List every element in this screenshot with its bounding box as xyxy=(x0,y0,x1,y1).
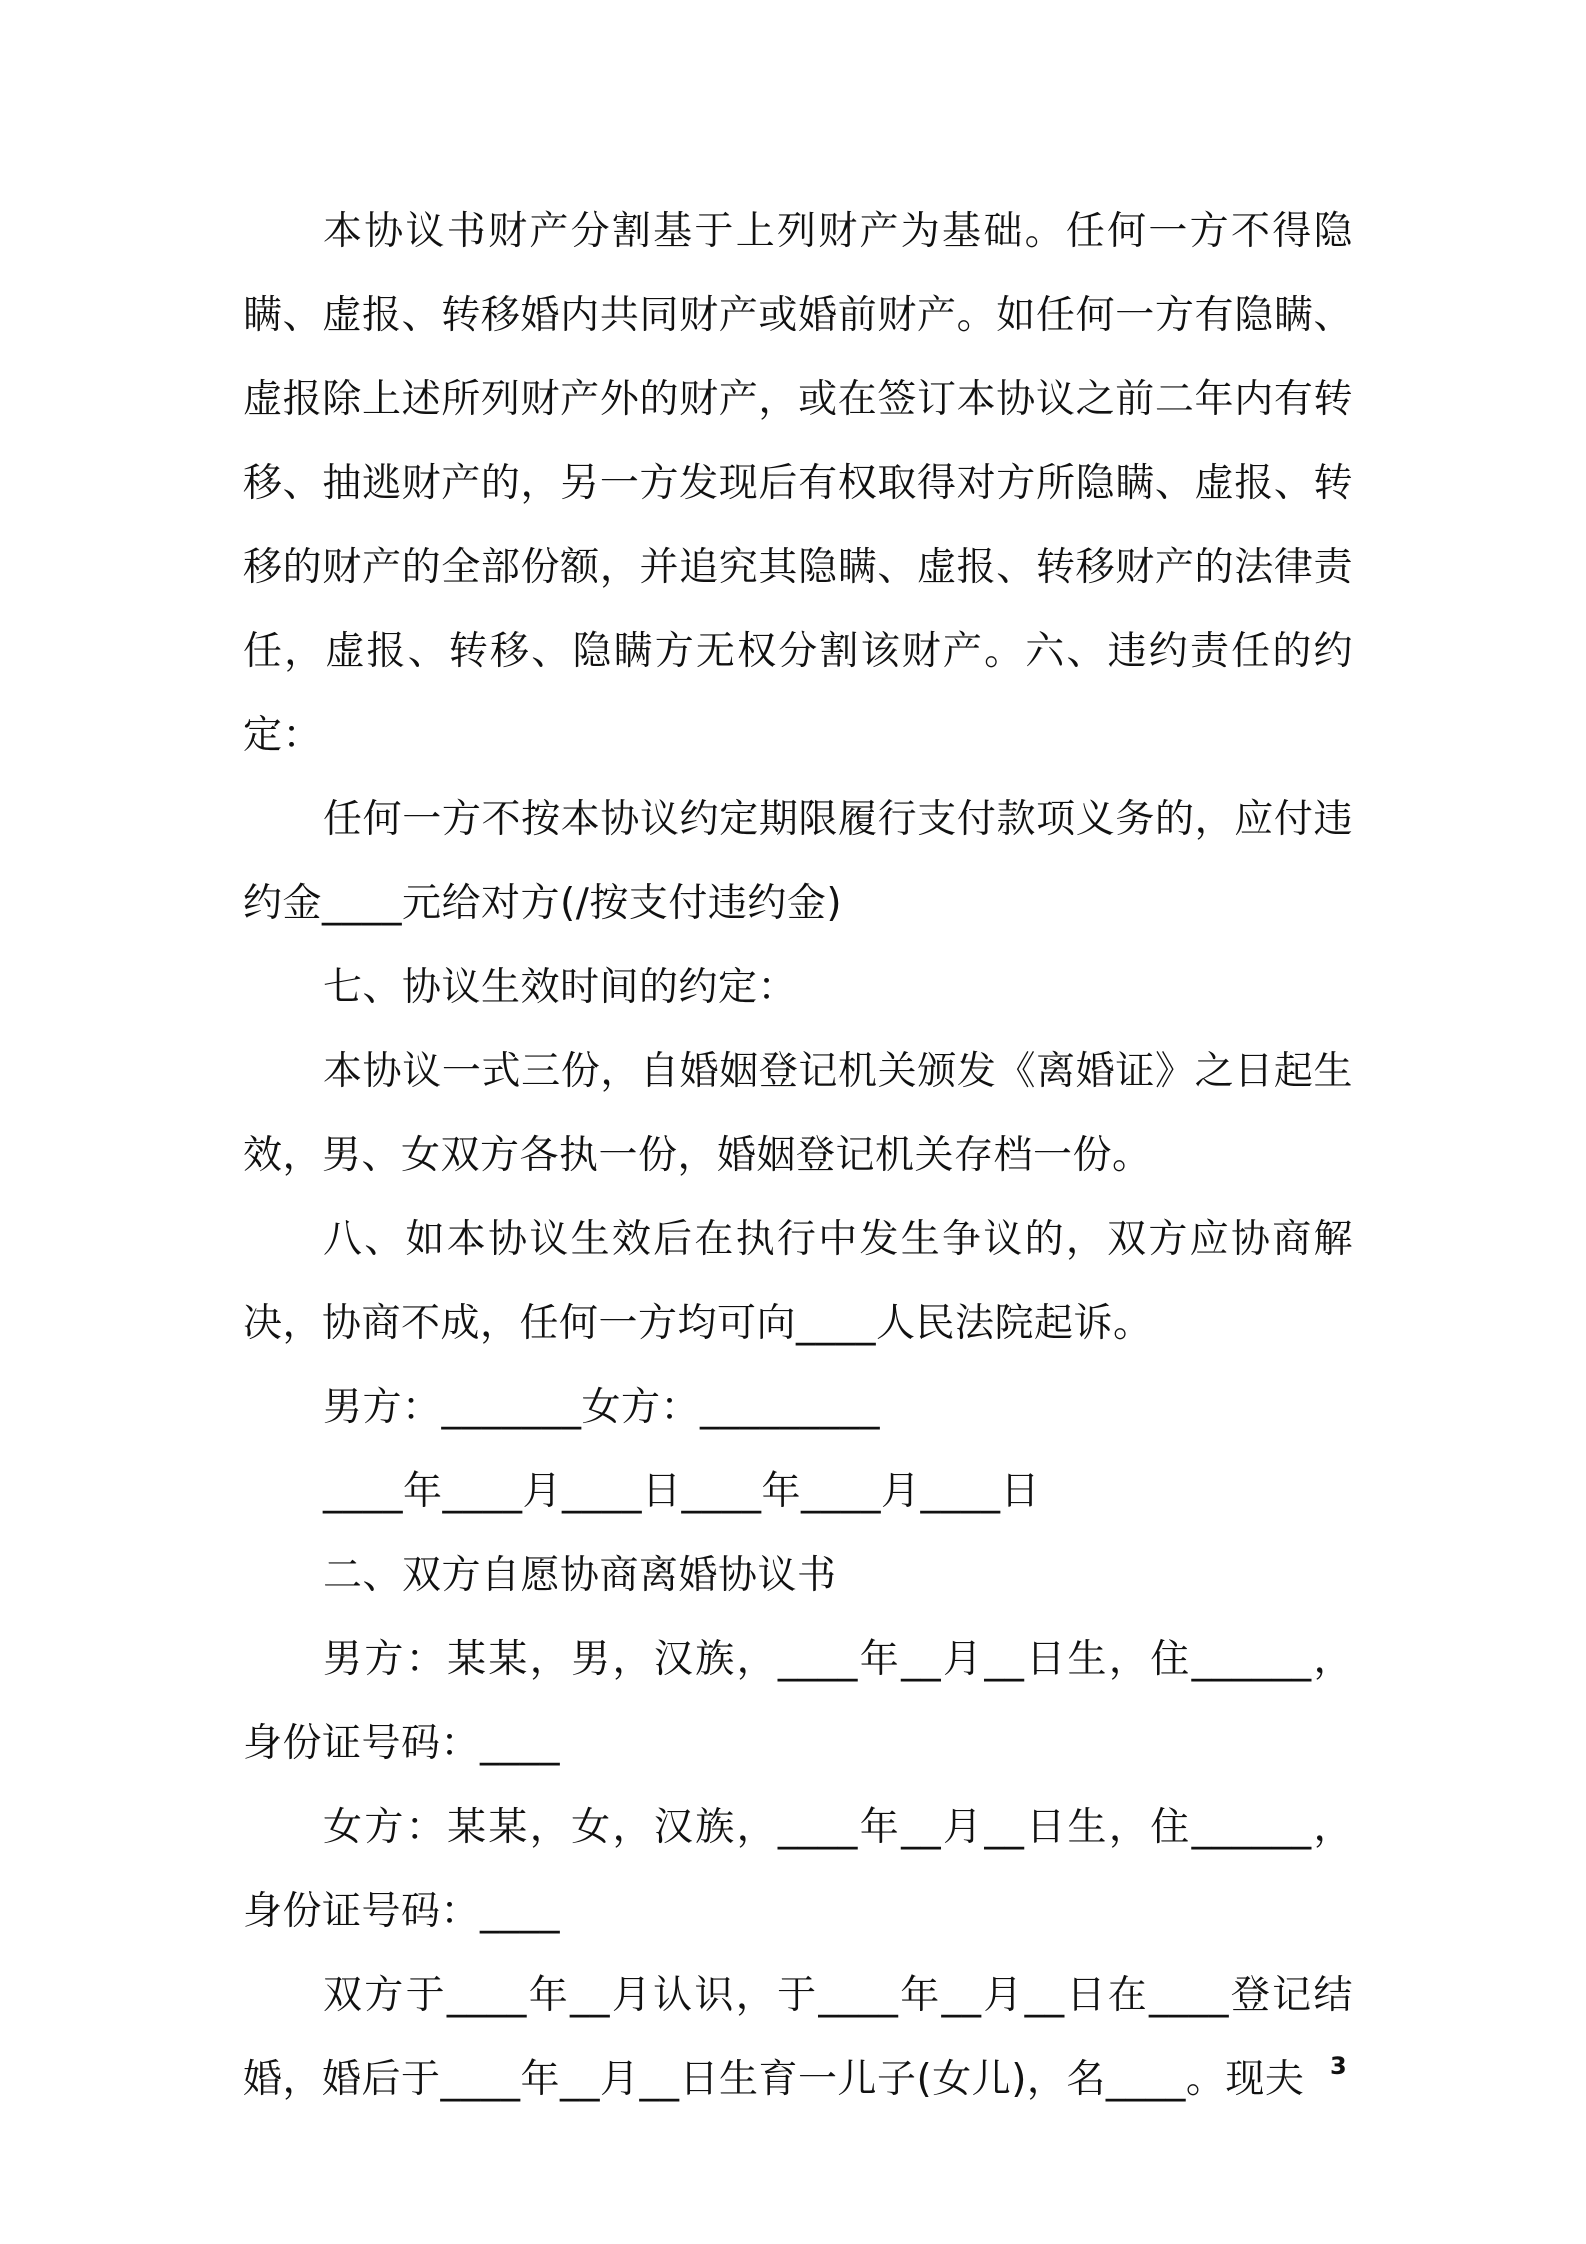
paragraph-disputes: 八、如本协议生效后在执行中发生争议的，双方应协商解决，协商不成，任何一方均可向____人民法院起诉。 xyxy=(243,1217,1353,1346)
paragraph-wife-info: 女方：某某，女，汉族，____年__月__日生，住______，身份证号码：____ xyxy=(243,1805,1353,1934)
date-line: ____年____月____日____年____月____日 xyxy=(323,1469,1041,1514)
paragraph-copies: 本协议一式三份，自婚姻登记机关颁发《离婚证》之日起生效，男、女双方各执一份，婚姻登记机关存档一份。 xyxy=(243,1049,1353,1178)
page-number: 3 xyxy=(1330,2052,1347,2080)
paragraph-husband-info: 男方：某某，男，汉族，____年__月__日生，住______，身份证号码：____ xyxy=(243,1637,1353,1766)
paragraph-property-division: 本协议书财产分割基于上列财产为基础。任何一方不得隐瞒、虚报、转移婚内共同财产或婚前财产。如任何一方有隐瞒、虚报除上述所列财产外的财产，或在签订本协议之前二年内有转移、抽逃财产的，另一方发现后有权取得对方所隐瞒、虚报、转移的财产的全部份额，并追究其隐瞒、虚报、转移财产的法律责任，虚报、转移、隐瞒方无权分割该财产。六、违约责任的约定： xyxy=(243,209,1353,758)
paragraph-marriage-history: 双方于____年__月认识，于____年__月__日在____登记结婚，婚后于____年__月__日生育一儿子(女儿)，名____。现夫 xyxy=(243,1973,1353,2102)
paragraph-breach-penalty: 任何一方不按本协议约定期限履行支付款项义务的，应付违约金____元给对方(/按支付违约金) xyxy=(243,797,1353,926)
section-title-agreement-two: 二、双方自愿协商离婚协议书 xyxy=(323,1553,837,1598)
signature-line: 男方：_______女方：_________ xyxy=(323,1385,881,1430)
document-body xyxy=(243,190,1353,2122)
heading-effective-time: 七、协议生效时间的约定： xyxy=(323,965,798,1010)
